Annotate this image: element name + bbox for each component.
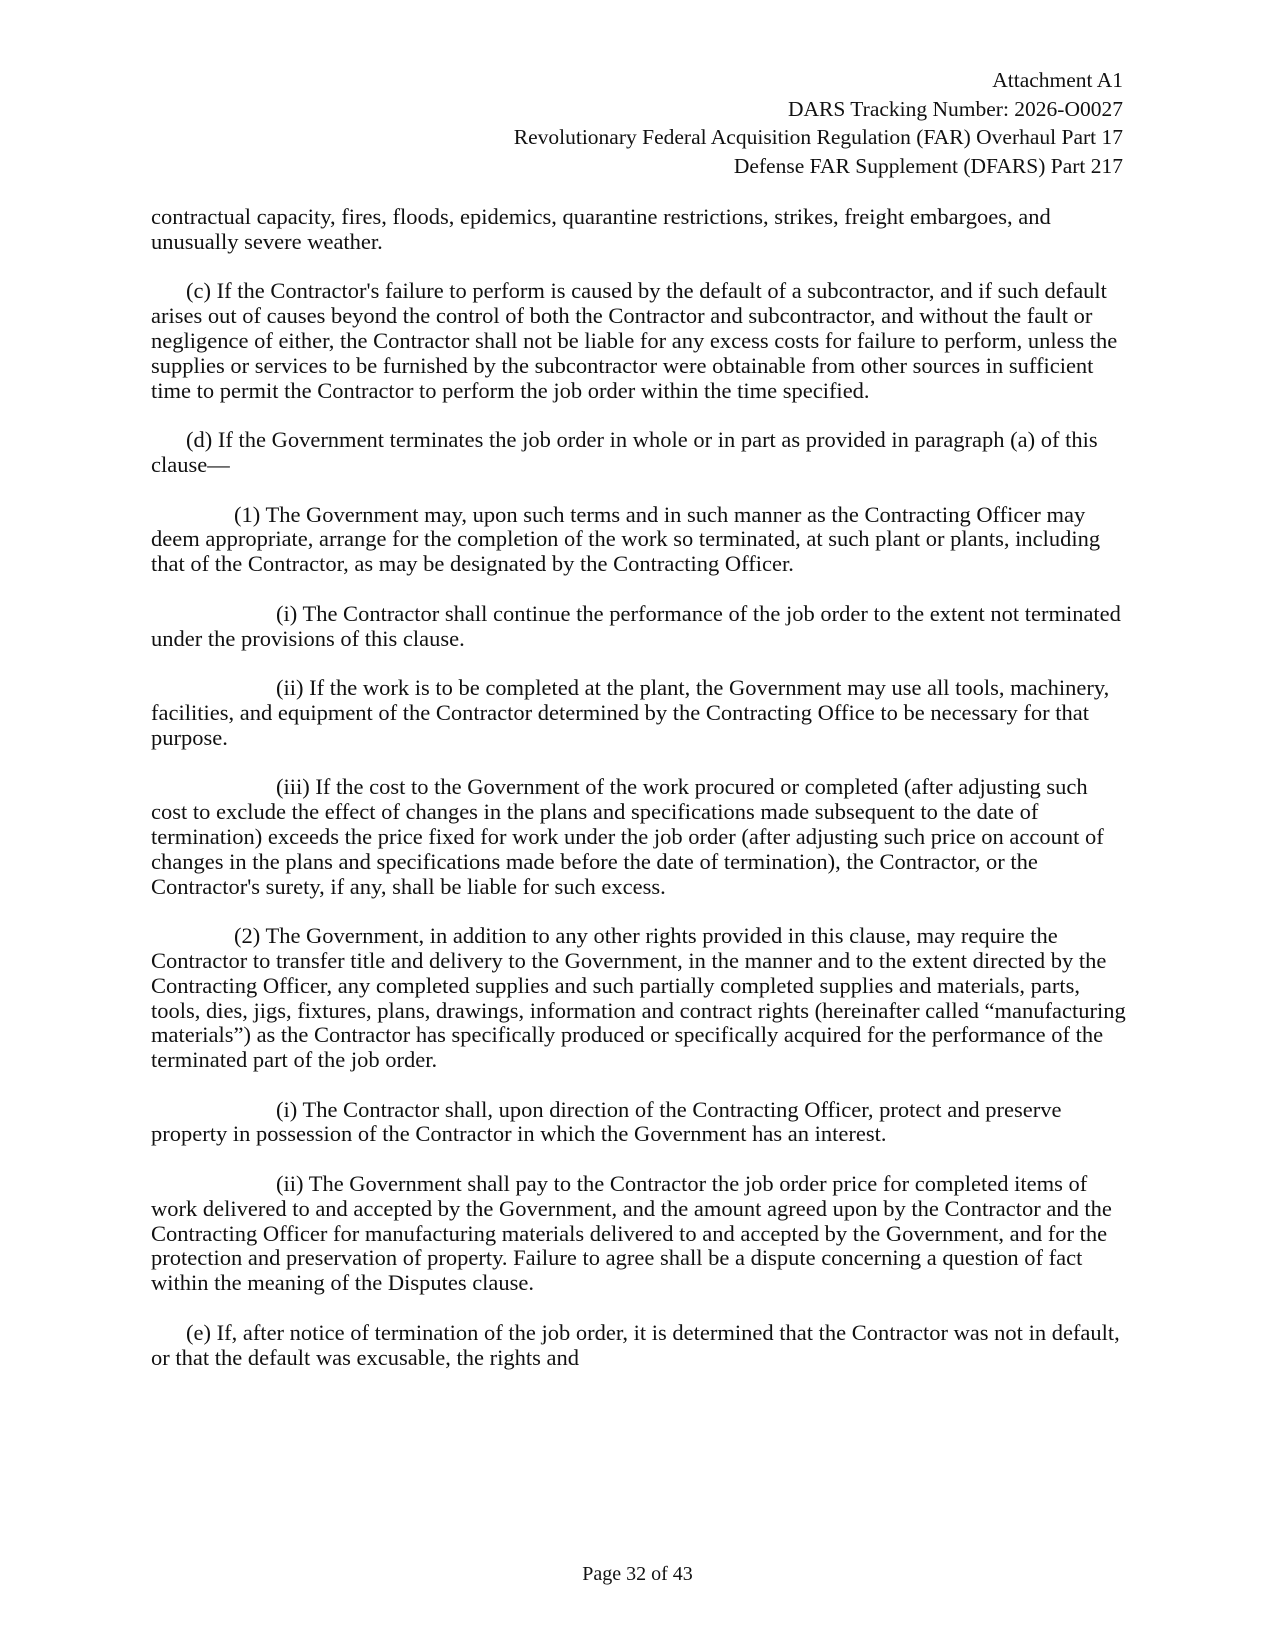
paragraph-d-2-i: (i) The Contractor shall, upon direction of the Contracting Officer, protect and preserve property in possession of the Contractor in which the Government has an interest. [151,1096,1062,1147]
paragraph-d-1-iii: (iii) If the cost to the Government of the work procured or completed (after adjusting such cost to exclude the effect of changes in the plans and specifications made subsequent to the date of termination) exceeds the price fixed for work under the job order (after adjusting such price on account of changes in the plans and specifications made before the date of termination), the Contractor, or the Contractor's surety, if any, shall be liable for such excess. [151,774,1104,899]
page-header [514,66,1123,180]
paragraph-d-1-ii: (ii) If the work is to be completed at the plant, the Government may use all tools, machinery, facilities, and equipment of the Contractor determined by the Contracting Office to be necessary for that purpose. [151,675,1110,750]
header-dfars-part: Defense FAR Supplement (DFARS) Part 217 [733,153,1123,178]
paragraph-d-1: (1) The Government may, upon such terms and in such manner as the Contracting Officer may deem appropriate, arrange for the completion of the work so terminated, at such plant or plants, including that of the Contractor, as may be designated by the Contracting Officer. [151,501,1101,577]
header-tracking-number: DARS Tracking Number: 2026-O0027 [787,96,1123,121]
paragraph-d-2: (2) The Government, in addition to any other rights provided in this clause, may require the Contractor to transfer title and delivery to the Government, in the manner and to the extent directed by the Contracting Officer, any completed supplies and such partially completed supplies and materials, parts, tools, dies, jigs, fixtures, plans, drawings, information and contract rights (hereinafter called “manufacturing materials”) as the Contractor has specifically produced or specifically acquired for the performance of the terminated part of the job order. [151,923,1126,1073]
paragraph-continued: contractual capacity, fires, floods, epidemics, quarantine restrictions, strikes, freight embargoes, and unusually severe weather. [151,204,1051,254]
paragraph-d: (d) If the Government terminates the job order in whole or in part as provided in paragraph (a) of this clause— [151,427,1098,477]
paragraph-d-1-i: (i) The Contractor shall continue the performance of the job order to the extent not terminated under the provisions of this clause. [151,600,1121,651]
page-number: Page 32 of 43 [582,1563,693,1585]
paragraph-d-2-ii: (ii) The Government shall pay to the Contractor the job order price for completed items of work delivered to and accepted by the Government, and the amount agreed upon by the Contractor and the Contracting Officer for manufacturing materials delivered to and accepted by the Government, and for the protection and preservation of property. Failure to agree shall be a dispute concerning a question of fact within the meaning of the Disputes clause. [151,1171,1112,1296]
paragraph-e: (e) If, after notice of termination of the job order, it is determined that the Contractor was not in default, or that the default was excusable, the rights and [151,1319,1120,1370]
header-far-part: Revolutionary Federal Acquisition Regulation (FAR) Overhaul Part 17 [513,125,1123,149]
header-attachment: Attachment A1 [992,68,1123,92]
document-body [151,205,1126,1395]
paragraph-c: (c) If the Contractor's failure to perform is caused by the default of a subcontractor, and if such default arises out of causes beyond the control of both the Contractor and subcontractor, and without the fault or negligence of either, the Contractor shall not be liable for any excess costs for failure to perform, unless the supplies or services to be furnished by the subcontractor were obtainable from other sources in sufficient time to permit the Contractor to perform the job order within the time specified. [151,278,1118,403]
